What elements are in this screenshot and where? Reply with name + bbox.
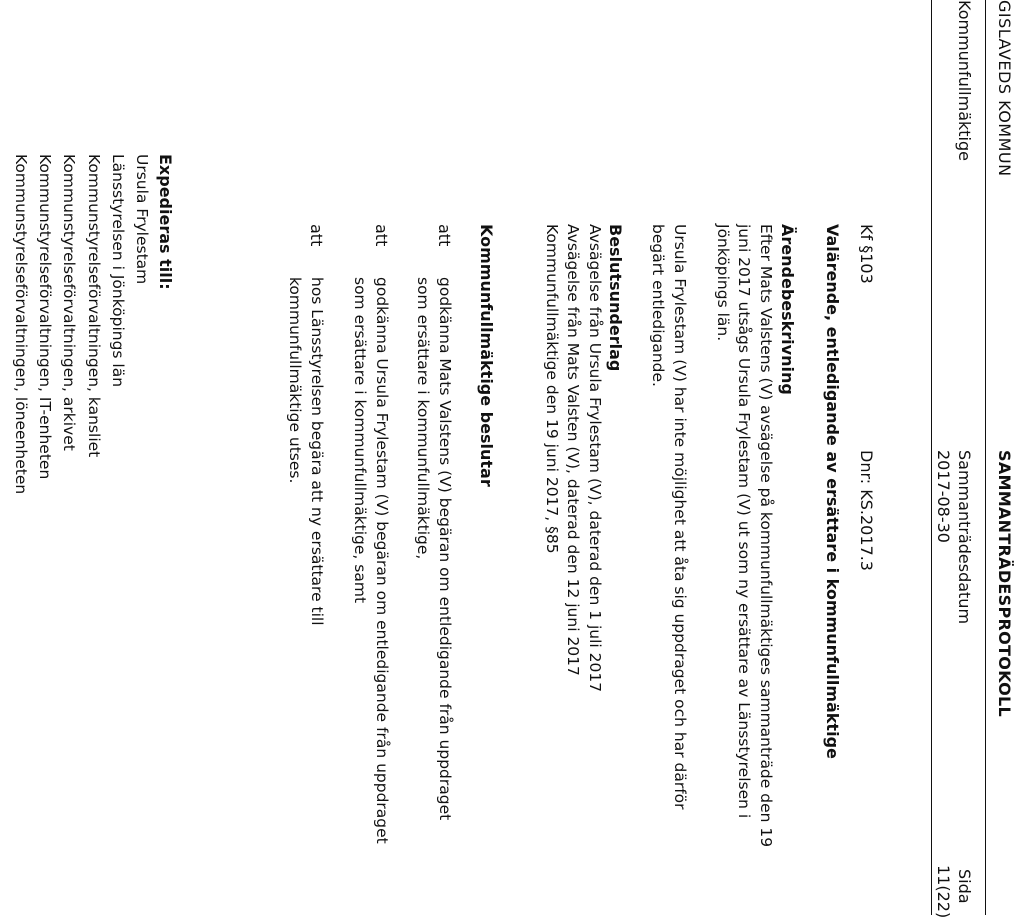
decision-item <box>349 277 392 844</box>
distribution-recipient: Länsstyrelsen i Jönköpings län <box>108 154 127 388</box>
decision-heading: Kommunfullmäktige beslutar <box>477 224 496 487</box>
decision-item-line: som ersättare i kommunfullmäktige, <box>414 277 433 560</box>
basis-heading: Beslutsunderlag <box>606 224 625 372</box>
decision-item <box>412 277 455 820</box>
header-rule-bottom <box>931 0 932 915</box>
decision-att-prefix: att <box>372 224 391 247</box>
decision-item-line: som ersättare i kommunfullmäktige, samt <box>351 277 370 604</box>
paragraph-number: Kf §103 <box>857 224 876 284</box>
basis-item: Avsägelse från Mats Valsten (V), daterad den 12 juni 2017 <box>564 224 583 676</box>
description-text <box>712 224 777 847</box>
document-type: SAMMANTRÄDESPROTOKOLL <box>995 450 1014 718</box>
page-number: 11(22) <box>934 865 953 918</box>
municipality-name: GISLAVEDS KOMMUN <box>995 0 1014 177</box>
decision-item-line: godkänna Mats Valstens (V) begäran om entledigande från uppdraget <box>436 277 454 821</box>
description-note-line: begärt entledigande. <box>649 224 668 387</box>
page-label: Sida <box>955 869 974 904</box>
distribution-recipient: Kommunstyrelseförvaltningen, löneenheten <box>11 154 30 495</box>
decision-att-prefix: att <box>307 224 326 247</box>
body-name: Kommunfullmäktige <box>955 0 974 161</box>
decision-item-line: kommunfullmäktige utses. <box>286 277 305 484</box>
description-line: juni 2017 utsågs Ursula Frylestam (V) ut som ny ersättare av Länsstyrelsen i <box>735 224 754 819</box>
description-line: Efter Mats Valstens (V) avsägelse på kommunfullmäktiges sammanträde den 19 <box>757 224 775 848</box>
case-number: Dnr: KS.2017.3 <box>857 450 876 571</box>
description-note-line: Ursula Frylestam (V) har inte möjlighet att åta sig uppdraget och har därför <box>671 224 689 810</box>
description-line: Jönköpings län. <box>714 224 732 342</box>
basis-item: Avsägelse från Ursula Frylestam (V), daterad den 1 juli 2017 <box>586 224 604 693</box>
case-title: Valärende, entledigande av ersättare i kommunfullmäktige <box>823 224 842 759</box>
description-heading: Ärendebeskrivning <box>778 224 797 395</box>
decision-item <box>284 277 327 626</box>
distribution-list <box>9 154 154 494</box>
distribution-recipient: Ursula Frylestam <box>133 154 151 285</box>
distribution-recipient: Kommunstyrelseförvaltningen, kansliet <box>84 154 103 458</box>
basis-item: Kommunfullmäktige den 19 juni 2017, §85 <box>543 224 561 554</box>
date-label: Sammanträdesdatum <box>955 450 974 625</box>
decision-item-line: godkänna Ursula Frylestam (V) begäran om entledigande från uppdraget <box>373 277 391 844</box>
description-note <box>647 224 690 810</box>
distribution-heading: Expedieras till: <box>156 154 175 290</box>
basis-list <box>541 224 606 692</box>
distribution-recipient: Kommunstyrelseförvaltningen, IT-enheten <box>36 154 55 480</box>
decision-att-prefix: att <box>435 224 454 247</box>
date-value: 2017-08-30 <box>934 450 953 543</box>
decision-item-line: hos Länsstyrelsen begära att ny ersättare till <box>308 277 326 626</box>
header-rule-top <box>985 0 986 915</box>
distribution-recipient: Kommunstyrelseförvaltningen, arkivet <box>60 154 79 451</box>
